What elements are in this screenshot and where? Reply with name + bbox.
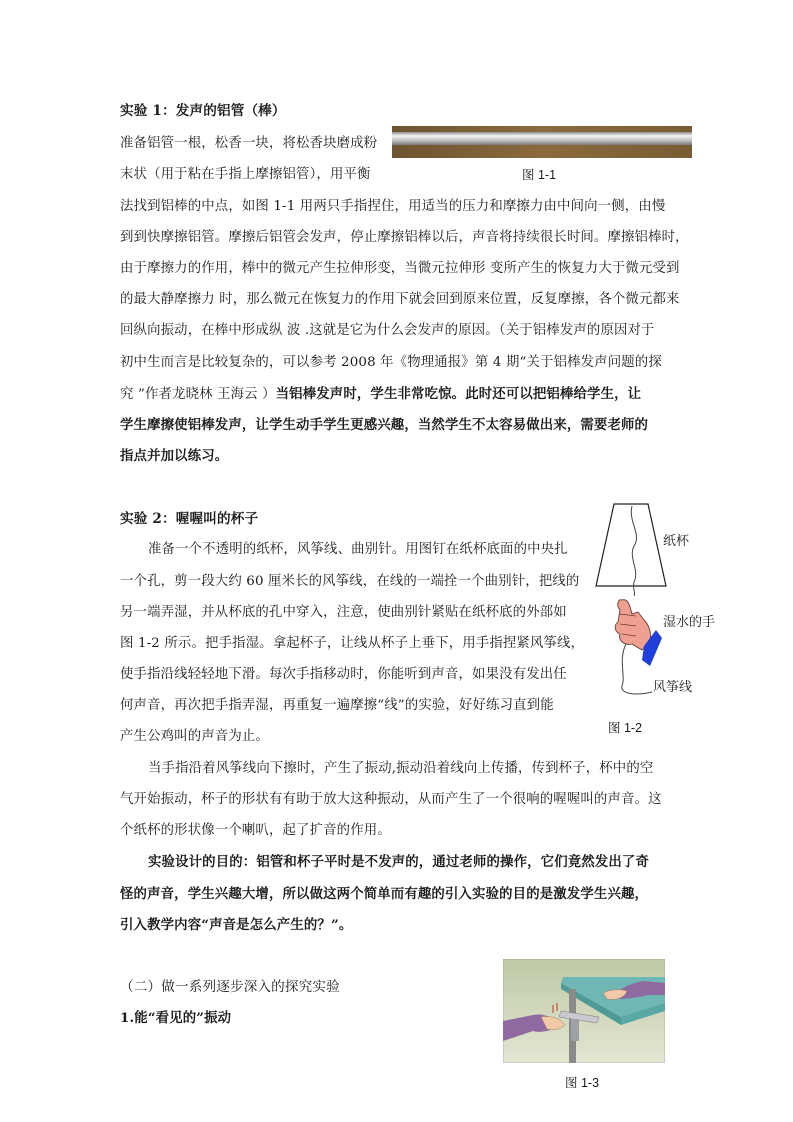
exp2-line-7: 产生公鸡叫的声音为止。 bbox=[120, 729, 269, 744]
exp1-line-3: 法找到铝棒的中点，如图 1-1 用两只手指捏住，用适当的压力和摩擦力由中间向一侧，由慢 bbox=[120, 199, 666, 214]
exp2-line-4: 图 1-2 所示。把手指湿。拿起杯子，让线从杯子上垂下，用手指捏紧风筝线， bbox=[120, 636, 585, 651]
exp2-line-5: 使手指沿线轻轻地下滑。每次手指移动时，你能听到声音，如果没有发出任 bbox=[120, 667, 567, 682]
section2-title: （二）做一系列逐步深入的探究实验 bbox=[120, 979, 340, 995]
table-vibration-figure bbox=[503, 959, 665, 1063]
exp2-line-3: 另一端弄湿，并从杯底的孔中穿入，注意，使曲别针紧贴在纸杯底的外部如 bbox=[120, 605, 567, 620]
exp1-line-7: 回纵向振动，在棒中形成纵 波 .这就是它为什么会发声的原因。（关于铝棒发声的原因对于 bbox=[120, 323, 655, 338]
fig-1-3-caption: 图 1-3 bbox=[565, 1076, 600, 1090]
exp1-title: 实验 1：发声的铝管（棒） bbox=[120, 103, 286, 119]
exp1-line-2: 末状（用于粘在手指上摩擦铝管），用平衡 bbox=[120, 167, 371, 182]
purpose-line-2: 怪的声音，学生兴趣大增，所以做这两个简单而有趣的引入实验的目的是激发学生兴趣， bbox=[120, 886, 649, 902]
exp2-line-2: 一个孔，剪一段大约 60 厘米长的风筝线，在线的一端拴一个曲别针，把线的 bbox=[120, 574, 580, 589]
purpose-line-3: 引入教学内容“声音是怎么产生的？”。 bbox=[120, 917, 353, 933]
exp2-title: 实验 2：喔喔叫的杯子 bbox=[120, 511, 259, 527]
exp1-line-9 bbox=[120, 384, 641, 405]
exp2-para2-line-2: 气开始振动，杯子的形状有有助于放大这种振动，从而产生了一个很响的喔喔叫的声音。这 bbox=[120, 792, 662, 807]
purpose-line-1: 实验设计的目的：铝管和杯子平时是不发声的，通过老师的操作，它们竟然发出了奇 bbox=[148, 854, 650, 870]
exp1-line-5: 由于摩擦力的作用，棒中的微元产生拉伸形变，当微元拉伸形 变所产生的恢复力大于微元受到 bbox=[120, 261, 680, 276]
section2-sub: 1.能“看见的”振动 bbox=[120, 1010, 232, 1026]
exp1-line-4: 到到快摩擦铝管。摩擦后铝管会发声，停止摩擦铝棒以后，声音将持续很长时间。摩擦铝棒时， bbox=[120, 230, 689, 245]
exp2-para2-line-1: 当手指沿着风筝线向下擦时，产生了振动,振动沿着线向上传播，传到杯子，杯中的空 bbox=[148, 761, 654, 776]
string-label: 风筝线 bbox=[653, 680, 693, 695]
hand-label: 湿水的手 bbox=[663, 615, 716, 630]
wet-hand-shape bbox=[615, 600, 650, 650]
exp2-line-6: 何声音，再次把手指弄湿，再重复一遍摩擦“线”的实验，好好练习直到能 bbox=[120, 698, 554, 713]
exp1-line-9-bold: 当铝棒发声时，学生非常吃惊。此时还可以把铝棒给学生，让 bbox=[275, 386, 642, 402]
fig-1-2-caption: 图 1-2 bbox=[608, 721, 643, 735]
exp2-para2-line-3: 个纸杯的形状像一个喇叭，起了扩音的作用。 bbox=[120, 823, 391, 838]
exp1-line-8: 初中生而言是比较复杂的，可以参考 2008 年《物理通报》第 4 期“关于铝棒发声问题的探 bbox=[120, 355, 662, 370]
exp1-line-6: 的最大静摩擦力 时，那么微元在恢复力的作用下就会回到原来位置，反复摩擦，各个微元都来 bbox=[120, 292, 680, 307]
exp1-line-1: 准备铝管一根，松香一块，将松香块磨成粉 bbox=[120, 136, 378, 151]
exp1-line-9-normal: 究 ”作者龙晓林 王海云 ） bbox=[120, 387, 276, 402]
cup-label: 纸杯 bbox=[663, 534, 690, 549]
aluminum-tube-image bbox=[392, 126, 692, 158]
fig-1-1-caption: 图 1-1 bbox=[522, 168, 557, 182]
paper-cup-shape bbox=[596, 504, 666, 586]
exp1-bold-line-2: 指点并加以练习。 bbox=[120, 448, 229, 464]
exp1-bold-line-1: 学生摩擦使铝棒发声，让学生动手学生更感兴趣，当然学生不太容易做出来，需要老师的 bbox=[120, 417, 649, 433]
exp2-line-1: 准备一个不透明的纸杯，风筝线、曲别针。用图钉在纸杯底面的中央扎 bbox=[148, 542, 568, 557]
